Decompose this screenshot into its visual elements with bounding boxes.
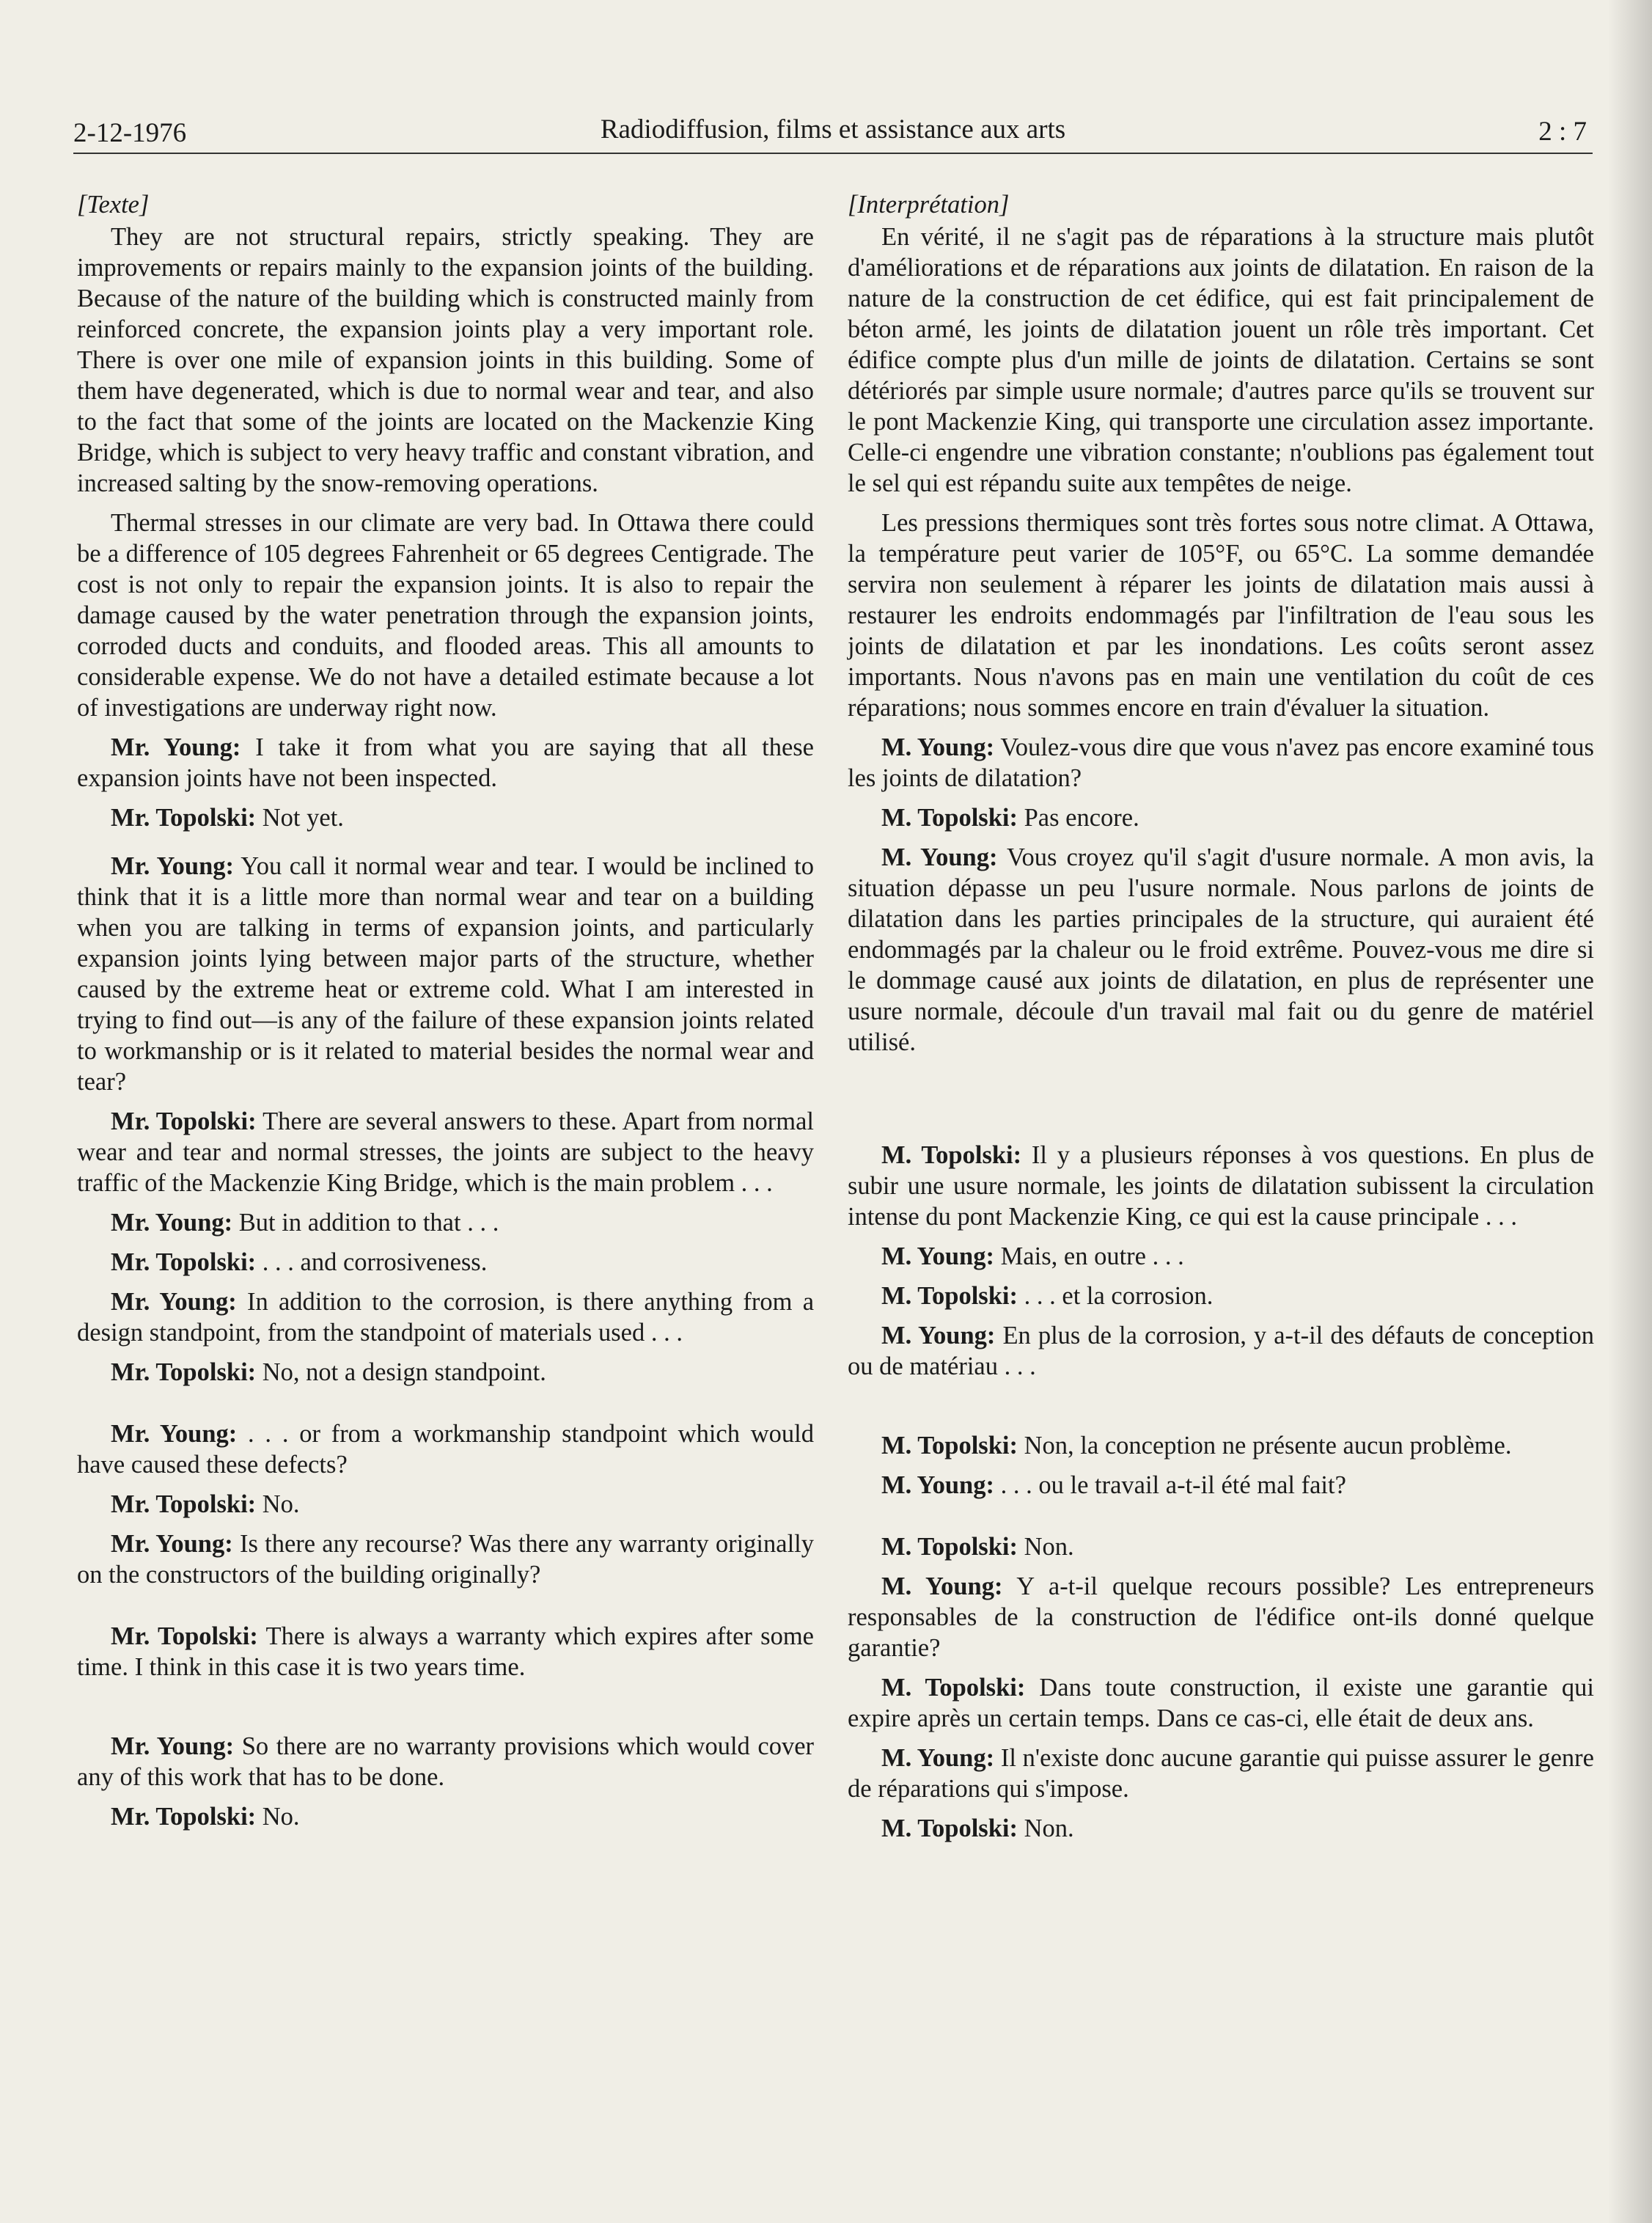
speech: There is always a warranty which expires after some time. I think in this case it is two years time. — [77, 1622, 814, 1681]
speech: Voulez-vous dire que vous n'avez pas encore examiné tous les joints de dilatation? — [848, 733, 1594, 792]
speaker: M. Topolski: — [881, 804, 1018, 832]
dialogue-line — [77, 1207, 814, 1238]
speaker: M. Young: — [881, 843, 998, 871]
speech: I take it from what you are saying that all these expansion joints have not been inspected. — [77, 733, 814, 792]
english-column — [77, 189, 814, 1832]
speech: Non, la conception ne présente aucun problème. — [1024, 1432, 1512, 1460]
speaker: M. Topolski: — [881, 1282, 1018, 1310]
speaker: M. Topolski: — [881, 1814, 1018, 1842]
speech: In addition to the corrosion, is there anything from a design standpoint, from the standpoint of materials used . . . — [77, 1288, 815, 1347]
speaker: Mr. Topolski: — [111, 804, 257, 832]
dialogue-line — [848, 732, 1594, 794]
header-date: 2-12-1976 — [73, 118, 187, 148]
speaker: Mr. Young: — [111, 733, 241, 761]
dialogue-line — [848, 1672, 1594, 1734]
speech: Is there any recourse? Was there any warranty originally on the constructors of the building originally? — [77, 1530, 814, 1589]
speaker: M. Topolski: — [881, 1432, 1018, 1460]
dialogue-line — [848, 1241, 1594, 1272]
dialogue-line — [848, 1470, 1594, 1501]
header-rule — [73, 153, 1593, 154]
speech: Non. — [1024, 1814, 1074, 1842]
paragraph: En vérité, il ne s'agit pas de réparations à la structure mais plutôt d'améliorations et de réparations aux joints de dilatation. En raison de la nature de la construction de cet édifice, qui est fait principalement de béton armé, les joints de dilatation jouent un rôle très important. Cet édifice compte plus d'un mille de joints de dilatation. Certains se sont détériorés par simple usure normale; d'autres parce qu'ils se trouvent sur le pont Mackenzie King, qui transporte une circulation assez importante. Celle-ci engendre une vibration constante; n'oublions pas également tout le sel qui est répandu suite aux tempêtes de neige. — [848, 223, 1594, 497]
speaker: M. Young: — [881, 733, 995, 761]
dialogue-line — [848, 1140, 1594, 1232]
french-column — [848, 189, 1594, 1844]
page-number: 2 : 7 — [1538, 117, 1587, 147]
speech: . . . ou le travail a-t-il été mal fait? — [1000, 1471, 1346, 1499]
dialogue-line — [848, 1571, 1594, 1663]
dialogue-line — [77, 732, 814, 794]
speaker: Mr. Topolski: — [111, 1248, 257, 1276]
speech: No, not a design standpoint. — [262, 1358, 546, 1386]
dialogue-line — [77, 1106, 814, 1198]
speaker: M. Topolski: — [881, 1533, 1018, 1561]
speech: Non. — [1024, 1533, 1074, 1561]
column-label: [Texte] — [77, 191, 150, 219]
dialogue-line — [77, 1489, 814, 1520]
dialogue-line — [77, 1801, 814, 1832]
dialogue-line — [77, 1247, 814, 1278]
speaker: Mr. Young: — [111, 1288, 237, 1316]
dialogue-line — [848, 1320, 1594, 1382]
speech: Dans toute construction, il existe une garantie qui expire après un certain temps. Dans ce cas-ci, elle était de deux ans. — [848, 1674, 1595, 1732]
paragraph: They are not structural repairs, strictly speaking. They are improvements or repairs mainly to the expansion joints of the building. Because of the nature of the building which is constructed mainly from reinforced concrete, the expansion joints play a very important role. There is over one mile of expansion joints in this building. Some of them have degenerated, which is due to normal wear and tear, and also to the fact that some of the joints are located on the Mackenzie King Bridge, which is subject to very heavy traffic and constant vibration, and increased salting by the snow-removing operations. — [77, 223, 814, 497]
speaker: Mr. Young: — [111, 1530, 233, 1558]
paragraph: Les pressions thermiques sont très fortes sous notre climat. A Ottawa, la température peut varier de 105°F, ou 65°C. La somme demandée servira non seulement à réparer les joints de dilatation mais aussi à restaurer les endroits endommagés par l'infiltration de l'eau sous les joints de dilatation et par les inondations. Les coûts seront assez importants. Nous n'avons pas en main une ventilation du coût de ces réparations; nous sommes encore en train d'évaluer la situation. — [848, 509, 1594, 722]
dialogue-line — [848, 1743, 1594, 1804]
dialogue-line — [77, 802, 814, 833]
speaker: Mr. Topolski: — [111, 1803, 257, 1831]
dialogue-line — [77, 1357, 814, 1388]
speech: . . . or from a workmanship standpoint which would have caused these defects? — [77, 1420, 815, 1479]
speech: En plus de la corrosion, y a-t-il des défauts de conception ou de matériau . . . — [848, 1322, 1594, 1380]
dialogue-line — [848, 802, 1594, 833]
speaker: M. Young: — [881, 1322, 996, 1349]
dialogue-line — [77, 1731, 814, 1792]
page-header — [73, 110, 1593, 154]
speaker: Mr. Topolski: — [111, 1107, 257, 1135]
speech: Pas encore. — [1024, 804, 1139, 832]
dialogue-line — [848, 1531, 1594, 1562]
dialogue-line — [77, 851, 814, 1097]
speaker: M. Young: — [881, 1471, 994, 1499]
speaker: Mr. Young: — [111, 1732, 235, 1760]
speaker: Mr. Topolski: — [111, 1622, 258, 1650]
column-label: [Interprétation] — [848, 191, 1010, 219]
speech: Mais, en outre . . . — [1000, 1242, 1184, 1270]
dialogue-line — [77, 1418, 814, 1480]
speaker: Mr. Young: — [111, 852, 235, 880]
speaker: M. Topolski: — [881, 1674, 1026, 1702]
speaker: Mr. Young: — [111, 1420, 238, 1448]
speech: But in addition to that . . . — [238, 1209, 499, 1237]
speaker: M. Young: — [881, 1242, 994, 1270]
speech: Vous croyez qu'il s'agit d'usure normale. A mon avis, la situation dépasse un peu l'usure normale. Nous parlons de joints de dilatation dans les parties principales de la structure, qui auraient été endommagés par la chaleur ou le froid extrême. Pouvez-vous me dire si le dommage causé aux joints de dilatation, en plus de représenter une usure normale, découle d'un travail mal fait ou du genre de matériel utilisé. — [848, 843, 1594, 1056]
speaker: Mr. Topolski: — [111, 1490, 257, 1518]
speaker: Mr. Topolski: — [111, 1358, 257, 1386]
speech: No. — [262, 1803, 300, 1831]
dialogue-line — [848, 1430, 1594, 1461]
paragraph: Thermal stresses in our climate are very bad. In Ottawa there could be a difference of 105 degrees Fahrenheit or 65 degrees Centigrade. The cost is not only to repair the expansion joints. It is also to repair the damage caused by the water penetration through the expansion joints, corroded ducts and conduits, and flooded areas. This all amounts to considerable expense. We do not have a detailed estimate because a lot of investigations are underway right now. — [77, 509, 814, 722]
speech: No. — [262, 1490, 300, 1518]
speech: You call it normal wear and tear. I would be inclined to think that it is a little more than normal wear and tear on a building when you are talking in terms of expansion joints, and particularly expansion joints lying between major parts of the structure, whether caused by the extreme heat or extreme cold. What I am interested in trying to find out—is any of the failure of these expansion joints related to workmanship or is it related to material besides the normal wear and tear? — [77, 852, 814, 1096]
speech: There are several answers to these. Apart from normal wear and tear and normal stresses, the joints are subject to the heavy traffic of the Mackenzie King Bridge, which is the main problem . . . — [77, 1107, 814, 1197]
speech: So there are no warranty provisions which would cover any of this work that has to be done. — [77, 1732, 814, 1791]
speech: Il y a plusieurs réponses à vos questions. En plus de subir une usure normale, les joints de dilatation subissent la circulation intense du pont Mackenzie King, ce qui est la cause principale . . . — [848, 1141, 1595, 1231]
speech: Il n'existe donc aucune garantie qui puisse assurer le genre de réparations qui s'impose. — [848, 1744, 1594, 1803]
dialogue-line — [848, 1813, 1594, 1844]
dialogue-line — [77, 1621, 814, 1682]
speaker: Mr. Young: — [111, 1209, 233, 1237]
speech: . . . et la corrosion. — [1024, 1282, 1214, 1310]
speaker: M. Young: — [881, 1572, 1003, 1600]
speech: Not yet. — [262, 804, 344, 832]
speaker: M. Topolski: — [881, 1141, 1022, 1169]
dialogue-line — [77, 1286, 814, 1348]
page-edge-shadow — [1608, 0, 1652, 2223]
header-title: Radiodiffusion, films et assistance aux arts — [600, 114, 1066, 144]
dialogue-line — [848, 842, 1594, 1058]
speaker: M. Young: — [881, 1744, 995, 1772]
dialogue-line — [848, 1281, 1594, 1311]
speech: . . . and corrosiveness. — [262, 1248, 488, 1276]
dialogue-line — [77, 1528, 814, 1590]
speech: Y a-t-il quelque recours possible? Les entrepreneurs responsables de la construction de l'édifice ont-ils donné quelque garantie? — [848, 1572, 1594, 1662]
